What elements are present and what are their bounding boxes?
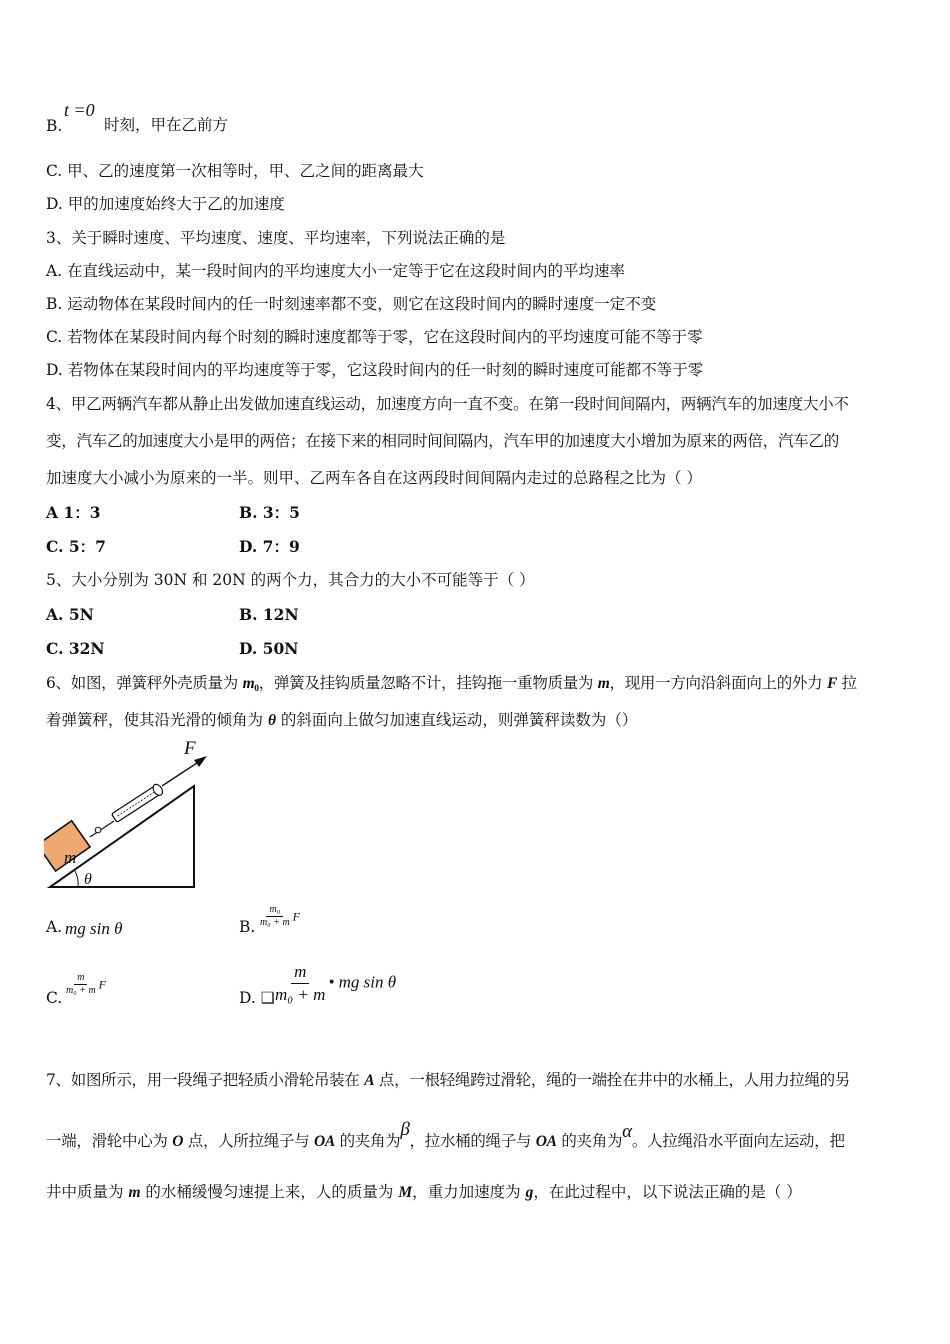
q6-stem-line2: 着弹簧秤，使其沿光滑的倾角为 θ 的斜面向上做匀加速直线运动，则弹簧秤读数为（） (46, 711, 638, 729)
hook-line (90, 821, 114, 837)
force-line (162, 761, 200, 786)
angle-label: θ (84, 871, 92, 888)
q4-option-a: A 1：3 (46, 503, 101, 522)
q5-stem: 5、大小分别为 30N 和 20N 的两个力，其合力的大小不可能等于（ ） (46, 571, 535, 589)
q3-option-c: C. 若物体在某段时间内每个时刻的瞬时速度都等于零，它在这段时间内的平均速度可能不等于零 (46, 328, 703, 346)
fraction: $\frac{m}{\text{m₀ + m}}$ (66, 972, 96, 996)
fraction: $\frac{m}{\text{m₀ + m}}$ (275, 962, 326, 1004)
option-b-prev (46, 116, 62, 136)
q5-option-b: B. 12N (239, 605, 299, 624)
q4-option-d: D. 7：9 (239, 537, 300, 556)
q6-option-a-expr: mg sin θ (65, 919, 123, 938)
option-d-prev: D. 甲的加速度始终大于乙的加速度 (46, 195, 285, 213)
spring-scale (111, 783, 165, 824)
option-label: B. (46, 117, 63, 135)
var-beta: β (400, 1119, 410, 1140)
var-OA: OA (535, 1133, 557, 1150)
fraction: $\frac{\text{m₀}}{\text{m₀ + m}}$ (260, 904, 290, 928)
q5-option-a: A. 5N (46, 605, 94, 624)
mass-label: m (64, 848, 77, 867)
incline-figure (44, 740, 214, 890)
q3-option-d: D. 若物体在某段时间内的平均速度等于零，它这段时间内的任一时刻的瞬时速度可能都不等于零 (46, 361, 704, 379)
var-alpha: α (622, 1121, 632, 1142)
var-theta: θ (267, 712, 276, 729)
var-m: m (128, 1184, 141, 1201)
force-label: F (184, 740, 196, 759)
q4-option-c: C. 5：7 (46, 537, 106, 556)
q6-option-d-label: D. ❑ (239, 989, 275, 1007)
option-c-prev: C. 甲、乙的速度第一次相等时，甲、乙之间的距离最大 (46, 162, 424, 180)
q4-stem-line1: 4、甲乙两辆汽车都从静止出发做加速直线运动，加速度方向一直不变。在第一段时间间隔内，两辆汽车的加速度大小不 (46, 395, 849, 413)
var-m0: $m_0$ (242, 675, 259, 694)
option-b-text: 时刻，甲在乙前方 (104, 116, 229, 134)
var-F: F (826, 675, 837, 692)
q6-option-c-label: C. (46, 989, 63, 1007)
q6-option-b-expr: $\frac{\text{m₀}}{\text{m₀ + m}}$ F (257, 904, 300, 929)
hook-ring (95, 827, 101, 833)
force-arrowhead (194, 756, 207, 767)
q7-stem-line2: 一端，滑轮中心为 O 点，人所拉绳子与 OA 的夹角为β，拉水桶的绳子与 OA 的夹角为α。人拉绳沿水平面向左运动，把 (46, 1119, 845, 1150)
q5-option-c: C. 32N (46, 639, 105, 658)
var-M: M (398, 1184, 413, 1201)
q7-stem-line1: 7、如图所示，用一段绳子把轻质小滑轮吊装在 A 点，一根轻绳跨过滑轮，绳的一端拴在井中的水桶上，人用力拉绳的另 (46, 1071, 851, 1089)
q4-stem-line3: 加速度大小减小为原来的一半。则甲、乙两车各自在这两段时间间隔内走过的总路程之比为（ ） (46, 469, 702, 487)
q6-stem-line1: 6、如图，弹簧秤外壳质量为 $m_0$，弹簧及挂钩质量忽略不计，挂钩拖一重物质量为 m，现用一方向沿斜面向上的外力 F 拉 (46, 674, 857, 694)
angle-arc (75, 871, 78, 887)
var-m: m (597, 675, 610, 692)
var-A: A (364, 1072, 375, 1089)
q6-option-b-label: B. (239, 918, 256, 936)
var-OA: OA (314, 1133, 335, 1150)
q6-option-c-expr: $\frac{m}{\text{m₀ + m}}$ F (63, 972, 106, 997)
q3-option-a: A. 在直线运动中，某一段时间内的平均速度大小一定等于它在这段时间内的平均速率 (46, 262, 626, 280)
q7-stem-line3: 井中质量为 m 的水桶缓慢匀速提上来，人的质量为 M，重力加速度为 g，在此过程中，以下说法正确的是（ ） (46, 1183, 802, 1201)
q3-option-b: B. 运动物体在某段时间内的任一时刻速率都不变，则它在这段时间内的瞬时速度一定不变 (46, 295, 657, 313)
math-t-equals-zero: t =0 (64, 100, 95, 120)
var-g: g (525, 1184, 534, 1201)
q5-option-d: D. 50N (239, 639, 299, 658)
var-O: O (172, 1133, 184, 1150)
q4-option-b: B. 3：5 (239, 503, 300, 522)
q3-stem: 3、关于瞬时速度、平均速度、速度、平均速率，下列说法正确的是 (46, 229, 506, 247)
q4-stem-line2: 变，汽车乙的加速度大小是甲的两倍；在接下来的相同时间间隔内，汽车甲的加速度大小增加为原来的两倍，汽车乙的 (46, 432, 840, 450)
q6-option-d-expr: $\frac{m}{\text{m₀ + m}}$ • mg sin θ (272, 961, 396, 1006)
q6-option-a-label: A. (46, 918, 63, 936)
